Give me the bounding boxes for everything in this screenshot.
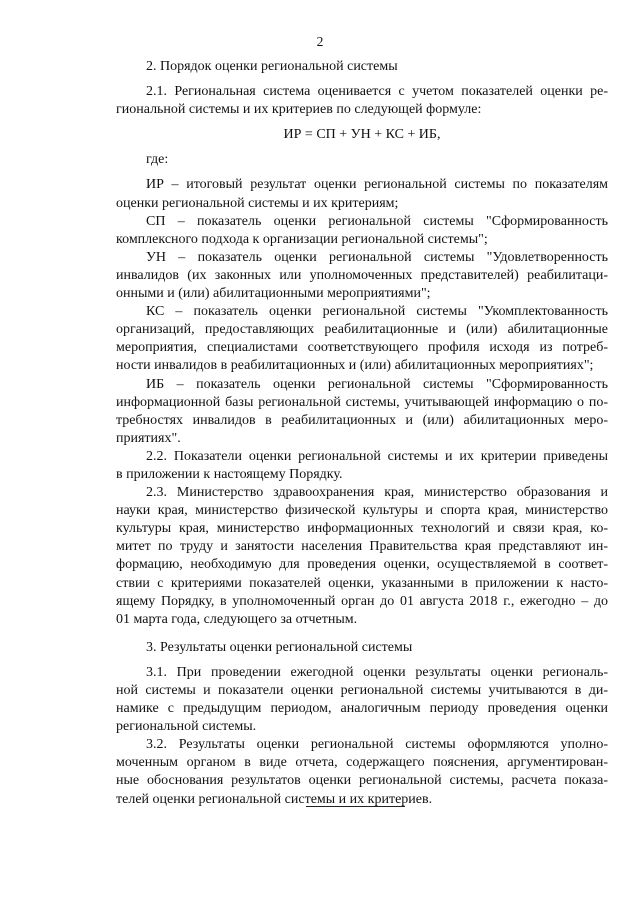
- text-line: КС – показатель оценки региональной системы "Укомплектованность: [146, 304, 608, 320]
- text-line: онными и (или) абилитационными мероприятиями";: [116, 286, 431, 302]
- text-line: региональной системы.: [116, 719, 257, 735]
- document-body: [116, 58, 608, 809]
- text-line: СП – показатель оценки региональной системы "Сформированность: [146, 213, 608, 229]
- definition-sp: [116, 213, 608, 249]
- text-line: 01 марта года, следующего за отчетным.: [116, 611, 358, 627]
- closing-rule: [306, 806, 405, 807]
- paragraph-3-1: [116, 664, 608, 736]
- text-line: 3.2. Результаты оценки региональной системы оформляются уполно-: [146, 737, 608, 753]
- text-line: науки края, министерство физической культуры и спорта края, министерство: [116, 503, 608, 519]
- definition-un: [116, 249, 608, 303]
- text-line: организаций, предоставляющих реабилитационные и (или) абилитационные: [116, 322, 608, 338]
- text-line: 2.2. Показатели оценки региональной системы и их критерии приведены: [146, 448, 608, 464]
- text-line: моченным органом в виде отчета, содержащего пояснения, аргументирован-: [116, 755, 608, 771]
- text-line: информационной базы региональной системы, учитывающей информацию о по-: [116, 394, 608, 410]
- paragraph-2-2: [116, 448, 608, 484]
- where-label: где:: [146, 152, 169, 168]
- page-number: 2: [316, 34, 324, 49]
- text-line: митет по труду и занятости населения Правительства края представляют ин-: [116, 539, 608, 555]
- text-line: комплексного подхода к организации региональной системы";: [116, 231, 488, 247]
- text-line: 3.1. При проведении ежегодной оценки результаты оценки региональ-: [146, 664, 608, 680]
- text-line: культуры края, министерство информационных технологий и связи края, ко-: [116, 521, 608, 537]
- definition-ks: [116, 303, 608, 375]
- text-line: 2.3. Министерство здравоохранения края, министерство образования и: [146, 485, 608, 501]
- text-line: ствии с критериями показателей оценки, указанными в приложении к насто-: [116, 575, 608, 591]
- text-line: ной системы и показатели оценки региональной системы учитываются в ди-: [116, 683, 608, 698]
- text-line: УН – показатель оценки региональной системы "Удовлетворенность: [146, 249, 608, 265]
- paragraph-3-2: [116, 736, 608, 808]
- section-2-heading: 2. Порядок оценки региональной системы: [146, 59, 398, 74]
- formula: ИР = СП + УН + КС + ИБ,: [283, 127, 441, 143]
- text-line: ные обоснования результатов оценки региональной системы, расчета показа-: [116, 773, 608, 789]
- text-line: требностях инвалидов в реабилитационных и (или) абилитационных меро-: [116, 412, 608, 428]
- definition-ib: [116, 376, 608, 448]
- text-line: ности инвалидов в реабилитационных и (или) абилитационных мероприятиях";: [116, 358, 594, 374]
- text-line: в приложении к настоящему Порядку.: [116, 466, 343, 482]
- text-line: ящему Порядку, в уполномоченный орган до 01 августа 2018 г., ежегодно – до: [116, 593, 608, 609]
- text-line: оценки региональной системы и их критериям;: [116, 195, 399, 211]
- text-line: ИБ – показатель оценки региональной системы "Сформированность: [146, 376, 608, 392]
- paragraph-2-3: [116, 484, 608, 629]
- text-line: гиональной системы и их критериев по следующей формуле:: [116, 102, 482, 118]
- paragraph-2-1: [116, 83, 608, 119]
- text-line: 2.1. Региональная система оценивается с учетом показателей оценки ре-: [146, 84, 608, 100]
- text-line: ИР – итоговый результат оценки региональной системы по показателям: [146, 177, 608, 193]
- section-3-heading: 3. Результаты оценки региональной системы: [146, 639, 413, 655]
- definition-ir: [116, 176, 608, 212]
- text-line: намике с предыдущим периодом, аналогичным периоду проведения оценки: [116, 701, 608, 717]
- text-line: формацию, необходимую для проведения оценки, осуществляемой в соответ-: [116, 557, 608, 573]
- text-line: мероприятия, специалистами соответствующего профиля исходя из потреб-: [116, 340, 608, 356]
- text-line: телей оценки региональной системы и их критериев.: [116, 791, 433, 807]
- text-line: инвалидов (их законных или уполномоченных представителей) реабилитаци-: [116, 267, 608, 283]
- text-line: приятиях".: [116, 430, 181, 446]
